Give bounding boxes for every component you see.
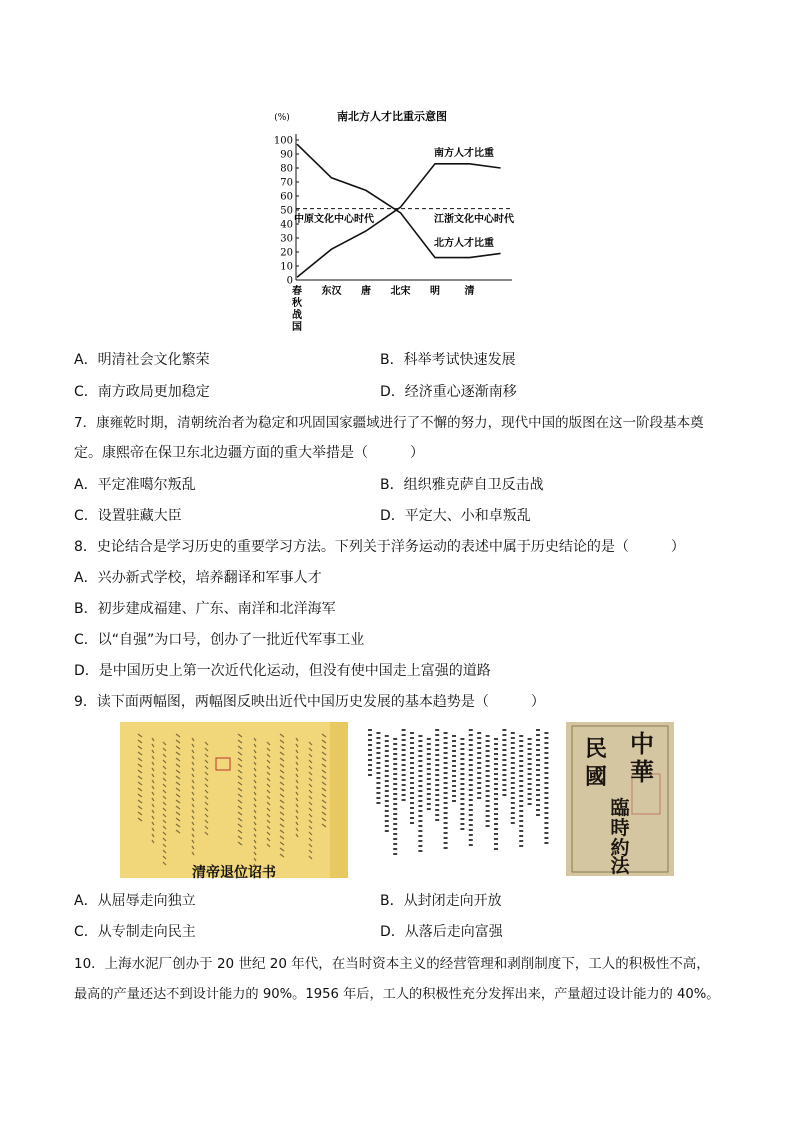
x-tick-label: 唐 — [361, 286, 371, 297]
cover-char-5: 臨 — [610, 797, 630, 819]
cover-char-8: 法 — [610, 855, 630, 876]
provisional-constitution-cover-image — [566, 722, 674, 876]
x-tick-label: 战 — [292, 310, 302, 321]
q9-option-a[interactable]: A．从屈辱走向独立 — [74, 893, 196, 909]
x-tick-label: 北宋 — [390, 286, 411, 297]
q6-option-d[interactable]: D．经济重心逐渐南移 — [380, 384, 517, 400]
q8-option-c[interactable]: C．以“自强”为口号，创办了一批近代军事工业 — [74, 632, 365, 648]
q9-option-b[interactable]: B．从封闭走向开放 — [380, 893, 502, 909]
q10-stem-line1: 10．上海水泥厂创办于 20 世纪 20 年代，在当时资本主义的经营管理和剥削制度下，工人的积极性不高， — [74, 956, 710, 972]
y-tick-label: 0 — [286, 275, 293, 287]
y-tick-label: 90 — [280, 149, 293, 161]
talent-ratio-chart — [268, 108, 528, 338]
y-tick-label: 70 — [280, 177, 293, 189]
cover-char-2: 華 — [630, 757, 654, 786]
cover-char-6: 時 — [610, 817, 630, 839]
cover-char-4: 國 — [584, 764, 608, 790]
q8-option-b[interactable]: B．初步建成福建、广东、南洋和北洋海军 — [74, 601, 336, 617]
q8-option-a[interactable]: A．兴办新式学校，培养翻译和军事人才 — [74, 570, 322, 586]
x-tick-label: 清 — [464, 286, 475, 297]
cover-char-3: 民 — [584, 736, 608, 762]
q10-stem-line2: 最高的产量还达不到设计能力的 90%。1956 年后，工人的积极性充分发挥出来，产量超过设计能力的 40%。 — [74, 987, 720, 1002]
annotation-jiangzhe: 江浙文化中心时代 — [434, 214, 514, 225]
y-tick-label: 20 — [280, 247, 293, 259]
y-tick-label: 40 — [280, 219, 293, 231]
x-tick-label: 明 — [430, 286, 440, 297]
annotation-central-plains: 中原文化中心时代 — [294, 214, 374, 225]
cover-char-7: 約 — [610, 837, 630, 859]
q6-option-b[interactable]: B．科举考试快速发展 — [380, 352, 516, 368]
q9-option-d[interactable]: D．从落后走向富强 — [380, 924, 503, 940]
x-tick-label: 国 — [292, 322, 302, 333]
q7-option-c[interactable]: C．设置驻藏大臣 — [74, 508, 182, 524]
y-tick-label: 50 — [280, 205, 293, 217]
x-tick-label: 春 — [292, 286, 302, 297]
cover-char-1: 中 — [630, 729, 654, 758]
q8-option-d[interactable]: D．是中国历史上第一次近代化运动，但没有使中国走上富强的道路 — [74, 663, 491, 679]
printed-document-image — [360, 722, 556, 874]
y-tick-label: 10 — [280, 261, 293, 273]
q6-option-c[interactable]: C．南方政局更加稳定 — [74, 384, 210, 400]
q7-option-b[interactable]: B．组织雅克萨自卫反击战 — [380, 477, 544, 493]
q6-option-a[interactable]: A．明清社会文化繁荣 — [74, 352, 210, 368]
q7-stem-line2: 定。康熙帝在保卫东北边疆方面的重大举措是（ ） — [74, 445, 424, 461]
y-tick-label: 80 — [280, 163, 293, 175]
chart-title: 南北方人才比重示意图 — [337, 110, 447, 123]
y-axis-unit: (%) — [274, 113, 290, 123]
series-label-north: 北方人才比重 — [434, 238, 494, 249]
x-tick-label: 东汉 — [321, 286, 342, 297]
abdication-edict-image — [120, 722, 348, 878]
q7-option-d[interactable]: D．平定大、小和卓叛乱 — [380, 508, 531, 524]
y-tick-label: 60 — [280, 191, 293, 203]
y-tick-label: 30 — [280, 233, 293, 245]
q7-stem-line1: 7．康雍乾时期，清朝统治者为稳定和巩固国家疆域进行了不懈的努力，现代中国的版图在这一阶段基本奠 — [74, 415, 704, 431]
y-tick-label: 100 — [273, 135, 293, 147]
x-tick-label: 秋 — [292, 298, 302, 309]
q9-option-c[interactable]: C．从专制走向民主 — [74, 924, 196, 940]
q8-stem: 8．史论结合是学习历史的重要学习方法。下列关于洋务运动的表述中属于历史结论的是（ ） — [74, 539, 685, 555]
q7-option-a[interactable]: A．平定准噶尔叛乱 — [74, 477, 196, 493]
q9-stem: 9．读下面两幅图，两幅图反映出近代中国历史发展的基本趋势是（ ） — [74, 694, 545, 710]
series-label-south: 南方人才比重 — [434, 148, 494, 159]
edict-caption: 清帝退位诏书 — [192, 865, 276, 881]
